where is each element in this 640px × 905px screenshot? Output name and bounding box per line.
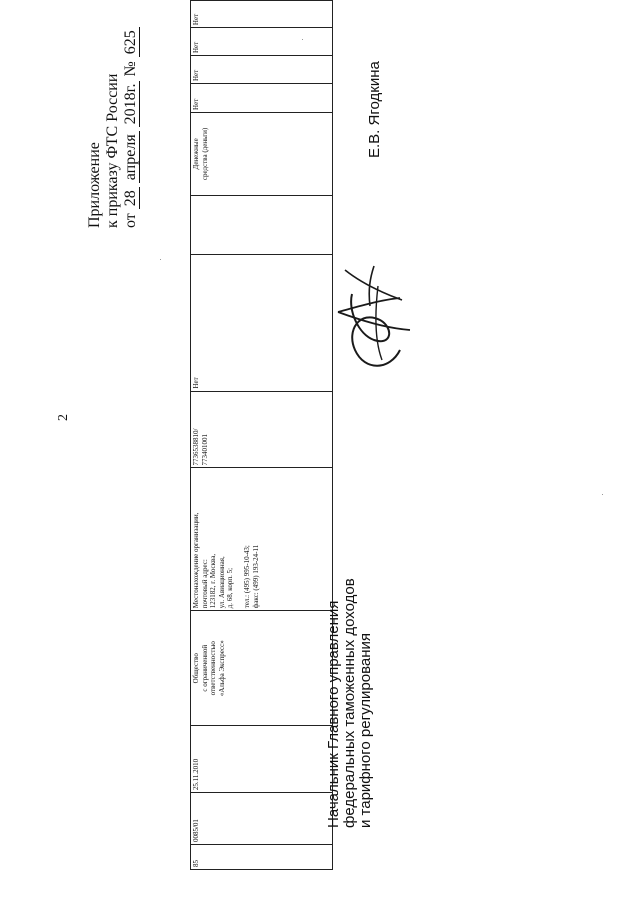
- footer-line: федеральных таможенных доходов: [341, 578, 358, 828]
- cell-inn-kpp: [191, 391, 333, 468]
- cell-date: 25.11.2010: [191, 726, 333, 793]
- address-line: почтовый адрес:: [200, 559, 209, 609]
- appendix-header: [86, 27, 140, 228]
- signer-name: Е.В. Ягодкина: [366, 61, 383, 158]
- cell-col-13: Нет: [191, 1, 333, 28]
- date-day: 28: [122, 187, 140, 209]
- appendix-title: Приложение: [86, 142, 103, 228]
- date-month: апреля: [122, 131, 140, 183]
- table-row: [191, 1, 333, 870]
- cell-index: 85: [191, 845, 333, 870]
- org-name-line: Общество: [192, 653, 200, 684]
- footer-position: [326, 578, 374, 828]
- cell-org-name: [191, 611, 333, 726]
- handwritten-signature: [330, 260, 420, 390]
- page-number: 2: [56, 414, 71, 421]
- kpp-line: 773401001: [200, 433, 209, 466]
- cell-address: [191, 468, 333, 611]
- scan-speck: [302, 39, 303, 40]
- scan-speck: [160, 259, 161, 260]
- appendix-date-line: [122, 27, 140, 228]
- footer-line: и тарифного регулирования: [357, 633, 374, 828]
- col-9-line: средства (деньги): [200, 127, 209, 181]
- address-line: ул. Авиационная,: [217, 556, 226, 609]
- appendix-order-ref: к приказу ФТС России: [104, 73, 121, 228]
- cell-col-7: Нет: [191, 254, 333, 391]
- address-line: 123182, г. Москва,: [209, 553, 217, 609]
- registry-table: [190, 0, 333, 870]
- number-sign: №: [122, 61, 139, 77]
- date-prefix: от: [122, 213, 139, 228]
- address-line: [235, 470, 244, 608]
- footer-line: Начальник Главного управления: [325, 600, 342, 828]
- order-number: 625: [122, 27, 140, 57]
- address-line: д. 68, корп. 5;: [226, 567, 234, 609]
- scan-speck: [602, 494, 603, 495]
- org-name-line: ответственностью: [209, 641, 217, 696]
- address-line: факс: (499) 193-24-11: [251, 544, 260, 609]
- cell-col-10: Нет: [191, 84, 333, 113]
- inn-line: 7736538810/: [192, 428, 200, 466]
- org-name-line: с ограниченной: [200, 644, 209, 692]
- address-line: тел.: (495) 995-10-43;: [243, 545, 251, 609]
- date-year: 2018г.: [122, 81, 140, 128]
- org-name-line: «Альфа Экспресс»: [217, 640, 226, 697]
- cell-col-12: Нет: [191, 28, 333, 56]
- cell-col-8: [191, 195, 333, 254]
- cell-col-9: [191, 112, 333, 195]
- col-9-line: Денежные: [192, 138, 200, 170]
- cell-reg-number: 0085/01: [191, 793, 333, 845]
- address-line: Местонахождение организации,: [192, 512, 200, 609]
- cell-col-11: Нет: [191, 56, 333, 84]
